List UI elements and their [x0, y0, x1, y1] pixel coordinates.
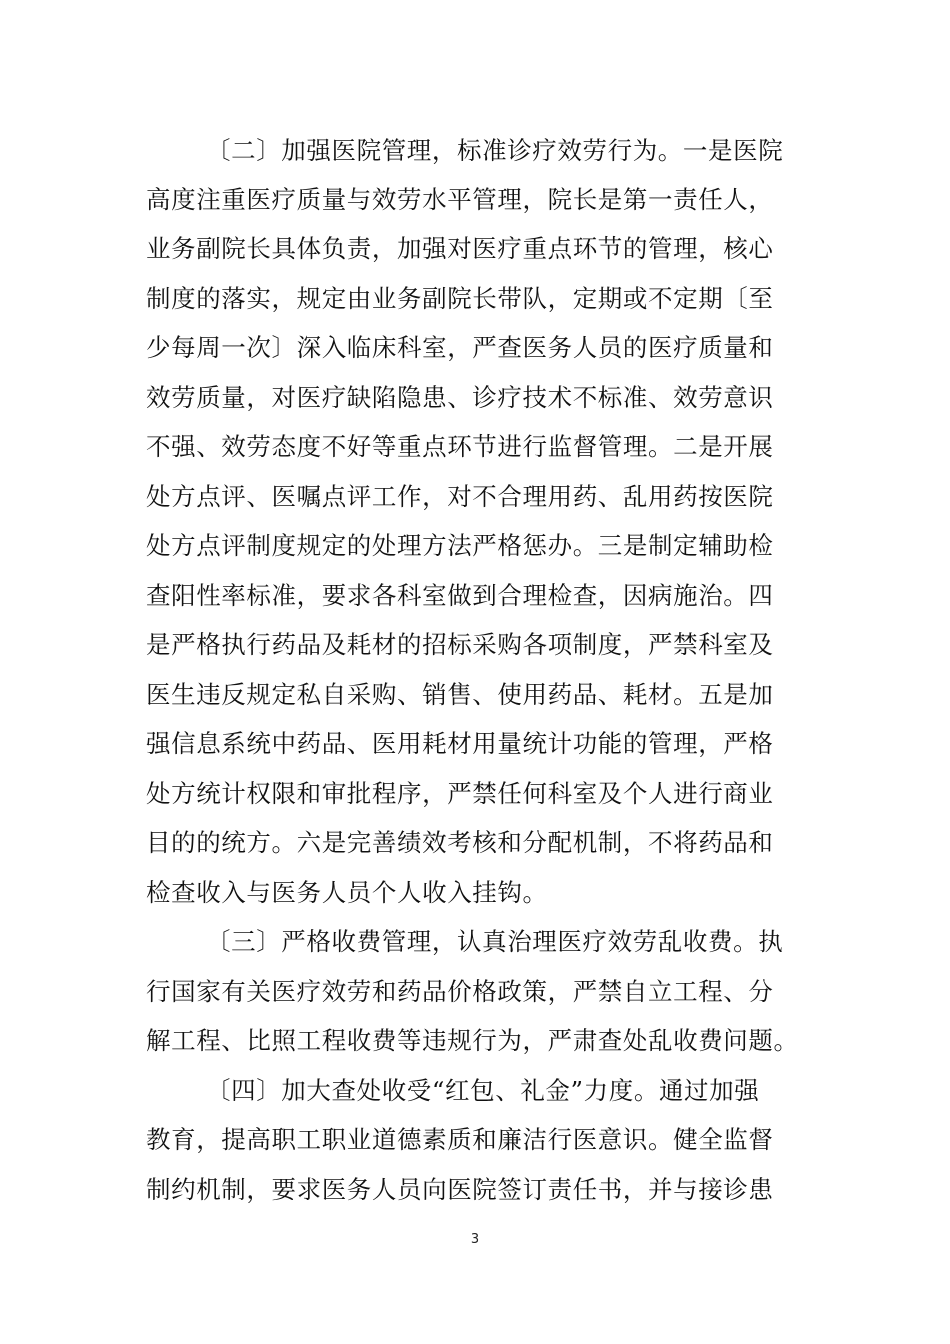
text-line: 目的的统方。六是完善绩效考核和分配机制，不将药品和: [146, 828, 774, 857]
text-line: 解工程、比照工程收费等违规行为，严肃查处乱收费问题。: [146, 1026, 799, 1055]
text-line: 强信息系统中药品、医用耗材用量统计功能的管理，严格: [146, 729, 774, 758]
text-line: 〔四〕加大查处收受“红包、礼金”力度。通过加强: [206, 1076, 760, 1105]
text-line: 效劳质量，对医疗缺陷隐患、诊疗技术不标准、效劳意识: [146, 383, 774, 412]
text-line: 业务副院长具体负责，加强对医疗重点环节的管理，核心: [146, 234, 774, 263]
text-line: 处方统计权限和审批程序，严禁任何科室及个人进行商业: [146, 779, 774, 808]
text-line: 制度的落实，规定由业务副院长带队，定期或不定期〔至: [146, 284, 774, 313]
text-line: 医生违反规定私自采购、销售、使用药品、耗材。五是加: [146, 680, 774, 709]
text-line: 教育，提高职工职业道德素质和廉洁行医意识。健全监督: [146, 1125, 774, 1154]
text-line: 处方点评制度规定的处理方法严格惩办。三是制定辅助检: [146, 531, 774, 560]
text-line: 〔二〕加强医院管理，标准诊疗效劳行为。一是医院: [206, 136, 784, 165]
text-line: 查阳性率标准，要求各科室做到合理检查，因病施治。四: [146, 581, 774, 610]
text-line: 高度注重医疗质量与效劳水平管理，院长是第一责任人，: [146, 185, 774, 214]
text-line: 〔三〕严格收费管理，认真治理医疗效劳乱收费。执: [206, 927, 784, 956]
text-line: 是严格执行药品及耗材的招标采购各项制度，严禁科室及: [146, 630, 774, 659]
text-line: 不强、效劳态度不好等重点环节进行监督管理。二是开展: [146, 432, 774, 461]
page-number: 3: [470, 1232, 480, 1247]
text-line: 少每周一次〕深入临床科室，严查医务人员的医疗质量和: [146, 333, 774, 362]
text-line: 处方点评、医嘱点评工作，对不合理用药、乱用药按医院: [146, 482, 774, 511]
text-line: 制约机制，要求医务人员向医院签订责任书，并与接诊患: [146, 1175, 774, 1204]
text-line: 检查收入与医务人员个人收入挂钩。: [146, 878, 548, 907]
text-line: 行国家有关医疗效劳和药品价格政策，严禁自立工程、分: [146, 977, 774, 1006]
